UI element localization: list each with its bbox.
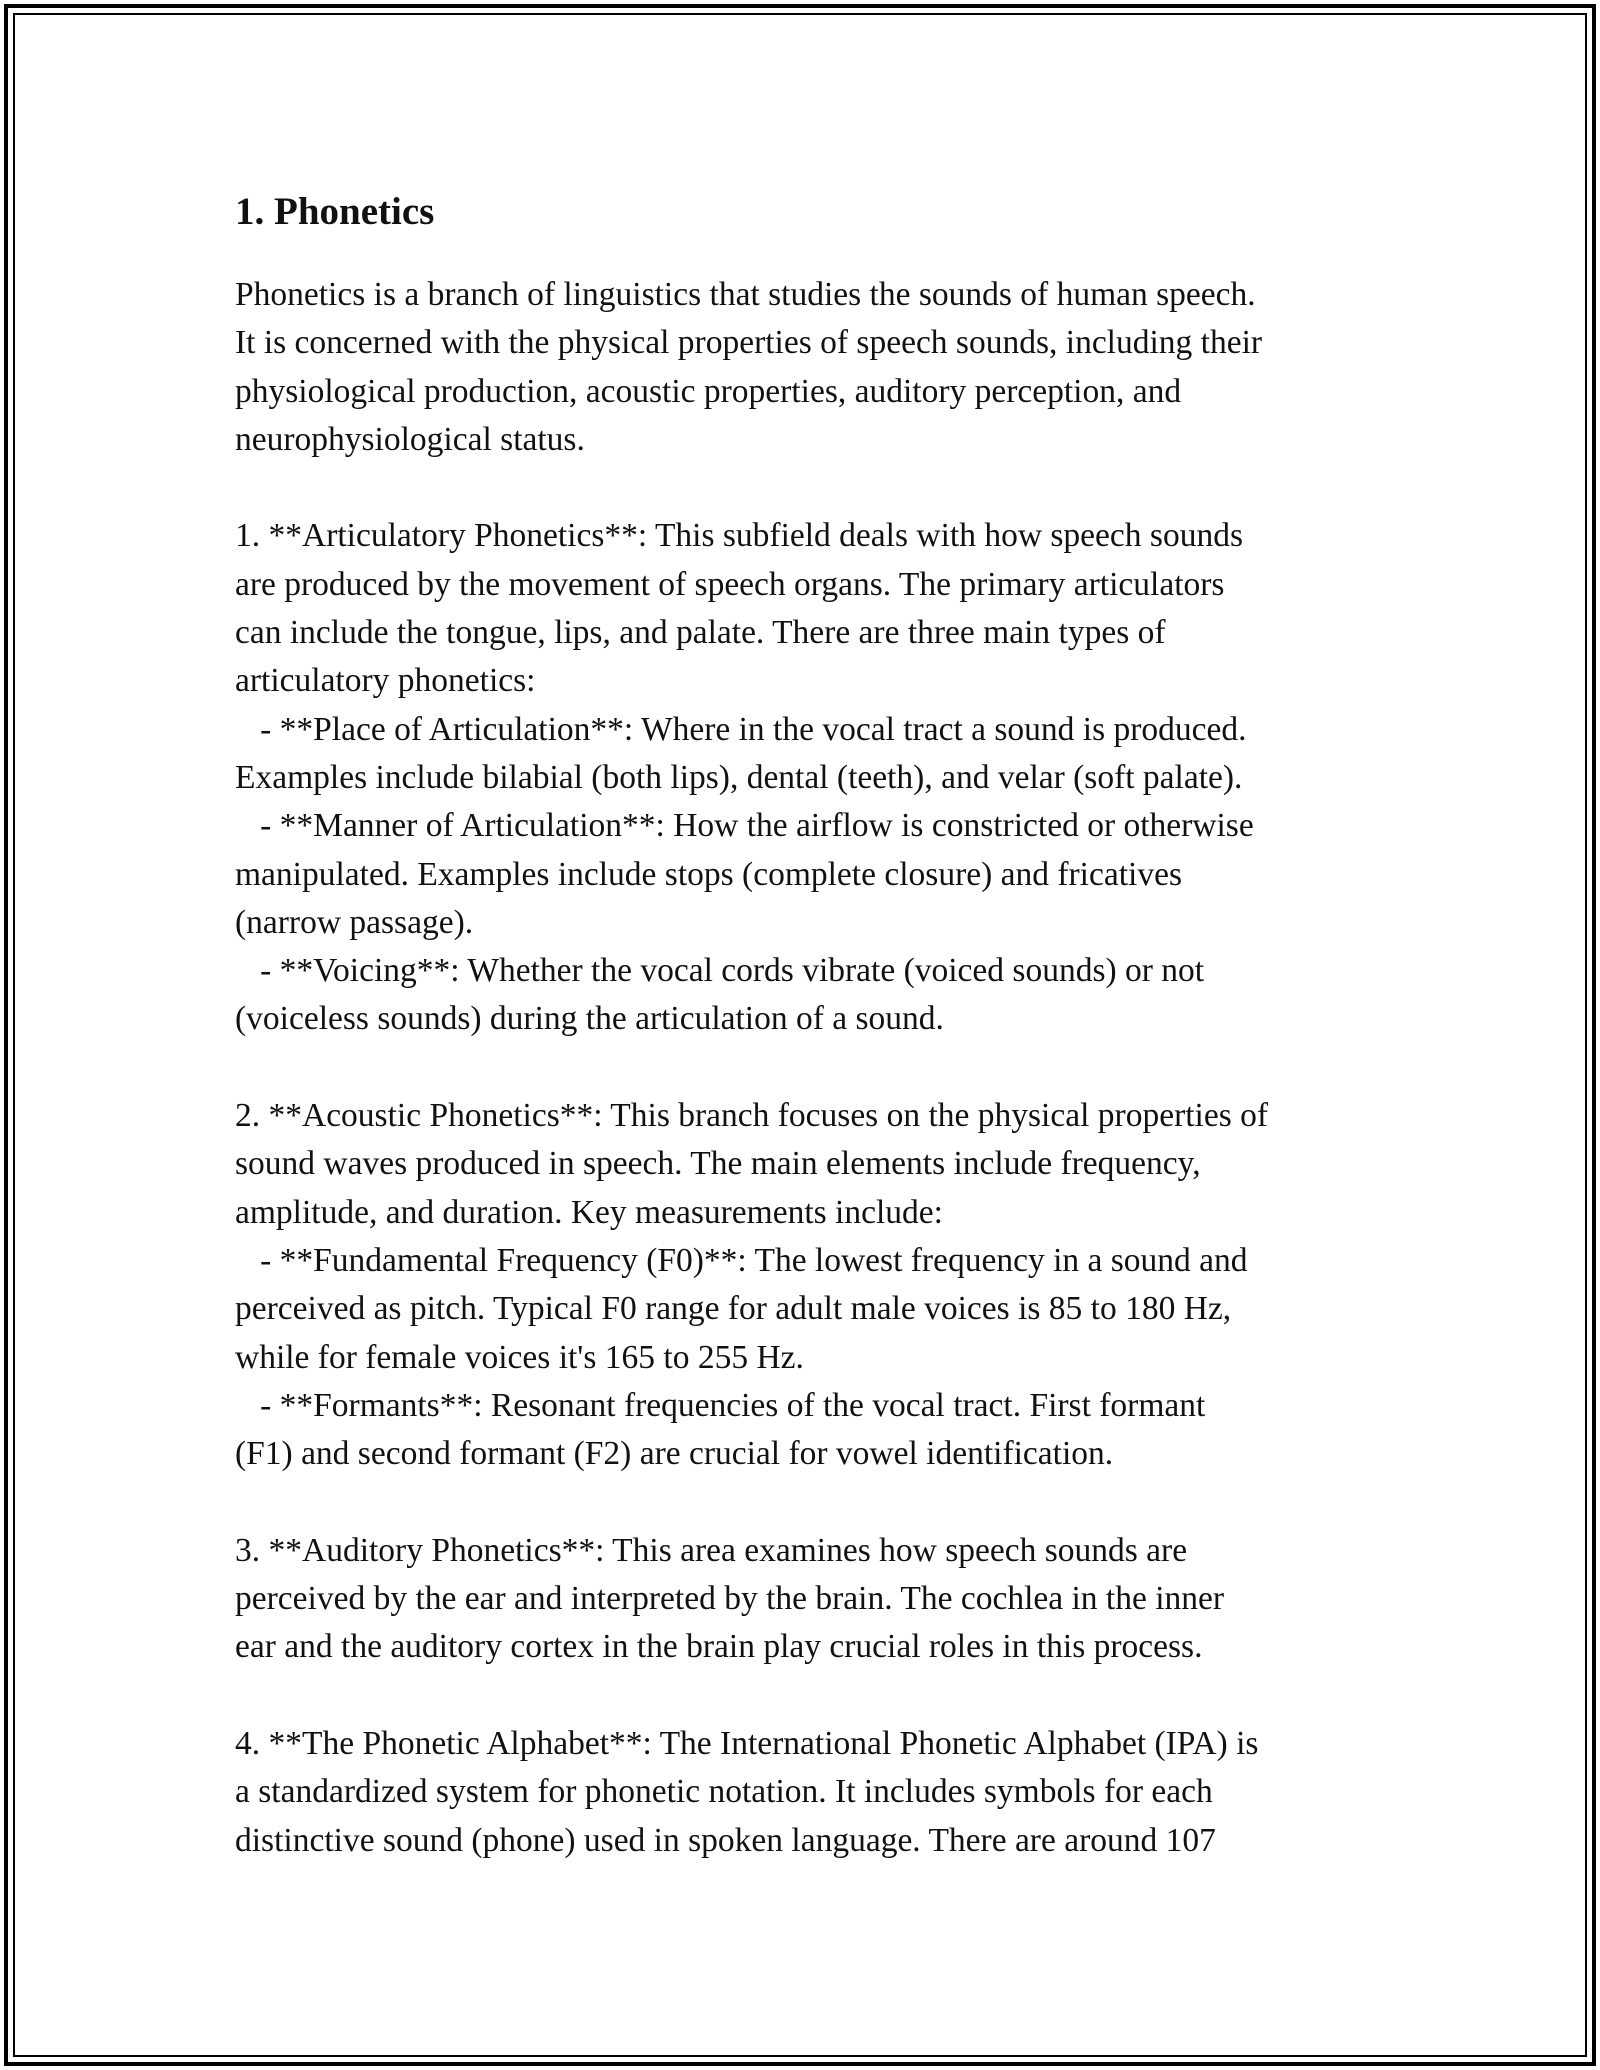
paragraph-gap — [235, 1478, 1395, 1526]
articulatory-phonetics-paragraph — [235, 512, 1395, 1043]
text-line: perceived by the ear and interpreted by the brain. The cochlea in the inner — [235, 1580, 1225, 1618]
text-line: - **Place of Articulation**: Where in the vocal tract a sound is produced. — [235, 710, 1247, 748]
text-line: - **Voicing**: Whether the vocal cords vibrate (voiced sounds) or not — [235, 952, 1205, 990]
paragraph-container — [235, 271, 1395, 1865]
text-line: (voiceless sounds) during the articulation of a sound. — [235, 1000, 944, 1038]
paragraph-gap — [235, 1044, 1395, 1092]
phonetic-alphabet-paragraph — [235, 1720, 1395, 1865]
text-line: physiological production, acoustic properties, auditory perception, and — [235, 372, 1182, 410]
text-line: while for female voices it's 165 to 255 Hz. — [235, 1338, 804, 1376]
text-line: - **Formants**: Resonant frequencies of the vocal tract. First formant — [235, 1386, 1206, 1424]
acoustic-phonetics-paragraph — [235, 1092, 1395, 1478]
text-line: 1. **Articulatory Phonetics**: This subfield deals with how speech sounds — [235, 517, 1243, 555]
paragraph-gap — [235, 464, 1395, 512]
text-line: Examples include bilabial (both lips), dental (teeth), and velar (soft palate). — [235, 758, 1243, 796]
text-line: manipulated. Examples include stops (complete closure) and fricatives — [235, 855, 1182, 893]
text-line: are produced by the movement of speech organs. The primary articulators — [235, 565, 1225, 603]
intro-paragraph — [235, 271, 1395, 464]
auditory-phonetics-paragraph — [235, 1527, 1395, 1672]
text-line: It is concerned with the physical properties of speech sounds, including their — [235, 324, 1263, 362]
text-line: Phonetics is a branch of linguistics that studies the sounds of human speech. — [235, 276, 1256, 313]
text-line: 3. **Auditory Phonetics**: This area examines how speech sounds are — [235, 1531, 1188, 1569]
text-line: amplitude, and duration. Key measurements include: — [235, 1193, 943, 1231]
text-line: (narrow passage). — [235, 903, 474, 941]
text-line: (F1) and second formant (F2) are crucial for vowel identification. — [235, 1435, 1114, 1473]
text-line: a standardized system for phonetic notation. It includes symbols for each — [235, 1773, 1213, 1811]
text-line: - **Fundamental Frequency (F0)**: The lowest frequency in a sound and — [235, 1241, 1248, 1279]
document-body — [235, 186, 1395, 1865]
section-heading: 1. Phonetics — [235, 190, 435, 233]
text-line: 4. **The Phonetic Alphabet**: The International Phonetic Alphabet (IPA) is — [235, 1724, 1259, 1762]
text-line: sound waves produced in speech. The main elements include frequency, — [235, 1145, 1201, 1183]
text-line: neurophysiological status. — [235, 420, 585, 458]
text-line: perceived as pitch. Typical F0 range for adult male voices is 85 to 180 Hz, — [235, 1290, 1232, 1328]
text-line: ear and the auditory cortex in the brain play crucial roles in this process. — [235, 1628, 1203, 1666]
text-line: distinctive sound (phone) used in spoken language. There are around 107 — [235, 1821, 1216, 1859]
text-line: articulatory phonetics: — [235, 662, 536, 700]
text-line: 2. **Acoustic Phonetics**: This branch focuses on the physical properties of — [235, 1097, 1269, 1135]
paragraph-gap — [235, 1672, 1395, 1720]
text-line: - **Manner of Articulation**: How the airflow is constricted or otherwise — [235, 807, 1254, 845]
text-line: can include the tongue, lips, and palate. There are three main types of — [235, 614, 1166, 652]
